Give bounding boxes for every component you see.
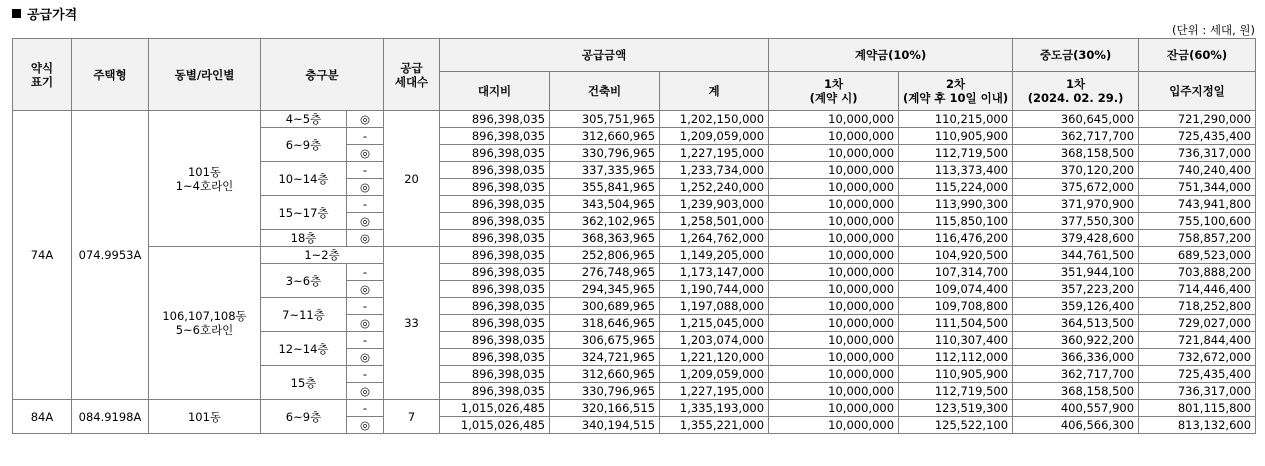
- contract-1-cell: 10,000,000: [769, 230, 899, 247]
- land-cost-cell: 896,398,035: [440, 383, 550, 400]
- contract-2-cell: 113,990,300: [899, 196, 1013, 213]
- header-balance: 잔금(60%): [1139, 39, 1256, 72]
- contract-2-cell: 110,307,400: [899, 332, 1013, 349]
- building-cost-cell: 305,751,965: [550, 111, 660, 128]
- contract-1-cell: 10,000,000: [769, 332, 899, 349]
- total-cell: 1,149,205,000: [660, 247, 769, 264]
- header-supply-units: 공급 세대수: [384, 39, 440, 111]
- floor-cell: 7~11층: [261, 298, 347, 332]
- unit-note: (단위 : 세대, 원): [1171, 23, 1255, 37]
- interim-cell: 371,970,900: [1013, 196, 1139, 213]
- contract-2-cell: 115,850,100: [899, 213, 1013, 230]
- abbr-cell: 84A: [13, 400, 72, 434]
- interim-cell: 344,761,500: [1013, 247, 1139, 264]
- contract-2-cell: 123,519,300: [899, 400, 1013, 417]
- total-cell: 1,203,074,000: [660, 332, 769, 349]
- building-cost-cell: 312,660,965: [550, 366, 660, 383]
- header-housing-type: 주택형: [72, 39, 149, 111]
- total-cell: 1,252,240,000: [660, 179, 769, 196]
- interim-cell: 366,336,000: [1013, 349, 1139, 366]
- land-cost-cell: 896,398,035: [440, 162, 550, 179]
- mark-cell: ◎: [347, 281, 384, 298]
- land-cost-cell: 896,398,035: [440, 213, 550, 230]
- interim-cell: 377,550,300: [1013, 213, 1139, 230]
- total-cell: 1,173,147,000: [660, 264, 769, 281]
- header-building-cost: 건축비: [550, 72, 660, 111]
- land-cost-cell: 896,398,035: [440, 281, 550, 298]
- balance-cell: 714,446,400: [1139, 281, 1256, 298]
- balance-cell: 732,672,000: [1139, 349, 1256, 366]
- interim-cell: 360,645,000: [1013, 111, 1139, 128]
- mark-cell: -: [347, 366, 384, 383]
- abbr-cell: 74A: [13, 111, 72, 400]
- building-cost-cell: 355,841,965: [550, 179, 660, 196]
- total-cell: 1,227,195,000: [660, 145, 769, 162]
- interim-cell: 351,944,100: [1013, 264, 1139, 281]
- floor-cell: 10~14층: [261, 162, 347, 196]
- interim-cell: 362,717,700: [1013, 128, 1139, 145]
- contract-2-cell: 115,224,000: [899, 179, 1013, 196]
- land-cost-cell: 896,398,035: [440, 128, 550, 145]
- contract-2-cell: 109,074,400: [899, 281, 1013, 298]
- floor-cell: 6~9층: [261, 128, 347, 162]
- contract-1-cell: 10,000,000: [769, 281, 899, 298]
- floor-cell: 3~6층: [261, 264, 347, 298]
- header-contract: 계약금(10%): [769, 39, 1013, 72]
- mark-cell: -: [347, 332, 384, 349]
- total-cell: 1,227,195,000: [660, 383, 769, 400]
- contract-2-cell: 112,719,500: [899, 383, 1013, 400]
- total-cell: 1,197,088,000: [660, 298, 769, 315]
- contract-2-cell: 116,476,200: [899, 230, 1013, 247]
- contract-2-cell: 112,112,000: [899, 349, 1013, 366]
- building-line-cell: 106,107,108동 5~6호라인: [149, 247, 261, 400]
- table-body: [13, 111, 1256, 434]
- contract-1-cell: 10,000,000: [769, 196, 899, 213]
- header-contract-1: 1차 (계약 시): [769, 72, 899, 111]
- table-row: [13, 111, 1256, 128]
- total-cell: 1,239,903,000: [660, 196, 769, 213]
- mark-cell: -: [347, 196, 384, 213]
- total-cell: 1,209,059,000: [660, 128, 769, 145]
- land-cost-cell: 896,398,035: [440, 145, 550, 162]
- balance-cell: 729,027,000: [1139, 315, 1256, 332]
- header-supply-amount: 공급금액: [440, 39, 769, 72]
- total-cell: 1,264,762,000: [660, 230, 769, 247]
- contract-1-cell: 10,000,000: [769, 264, 899, 281]
- header-land: 대지비: [440, 72, 550, 111]
- building-cost-cell: 306,675,965: [550, 332, 660, 349]
- interim-cell: 379,428,600: [1013, 230, 1139, 247]
- building-cost-cell: 318,646,965: [550, 315, 660, 332]
- total-cell: 1,221,120,000: [660, 349, 769, 366]
- balance-cell: 813,132,600: [1139, 417, 1256, 434]
- contract-1-cell: 10,000,000: [769, 247, 899, 264]
- building-cost-cell: 312,660,965: [550, 128, 660, 145]
- mark-cell: ◎: [347, 179, 384, 196]
- balance-cell: 725,435,400: [1139, 128, 1256, 145]
- mark-cell: ◎: [347, 230, 384, 247]
- contract-2-cell: 111,504,500: [899, 315, 1013, 332]
- land-cost-cell: 896,398,035: [440, 298, 550, 315]
- total-cell: 1,335,193,000: [660, 400, 769, 417]
- contract-1-cell: 10,000,000: [769, 128, 899, 145]
- header-building-line: 동별/라인별: [149, 39, 261, 111]
- interim-cell: 368,158,500: [1013, 145, 1139, 162]
- contract-2-cell: 104,920,500: [899, 247, 1013, 264]
- building-cost-cell: 252,806,965: [550, 247, 660, 264]
- building-cost-cell: 330,796,965: [550, 145, 660, 162]
- balance-cell: 718,252,800: [1139, 298, 1256, 315]
- supply-units-cell: 20: [384, 111, 440, 247]
- contract-1-cell: 10,000,000: [769, 366, 899, 383]
- mark-cell: ◎: [347, 145, 384, 162]
- total-cell: 1,233,734,000: [660, 162, 769, 179]
- table-row: [13, 247, 1256, 264]
- contract-2-cell: 112,719,500: [899, 145, 1013, 162]
- floor-cell: 4~5층: [261, 111, 347, 128]
- balance-cell: 801,115,800: [1139, 400, 1256, 417]
- mark-cell: ◎: [347, 315, 384, 332]
- contract-1-cell: 10,000,000: [769, 315, 899, 332]
- total-cell: 1,190,744,000: [660, 281, 769, 298]
- balance-cell: 743,941,800: [1139, 196, 1256, 213]
- balance-cell: 703,888,200: [1139, 264, 1256, 281]
- building-cost-cell: 337,335,965: [550, 162, 660, 179]
- building-cost-cell: 320,166,515: [550, 400, 660, 417]
- contract-1-cell: 10,000,000: [769, 349, 899, 366]
- header-abbr: 약식 표기: [13, 39, 72, 111]
- total-cell: 1,215,045,000: [660, 315, 769, 332]
- land-cost-cell: 1,015,026,485: [440, 400, 550, 417]
- building-cost-cell: 276,748,965: [550, 264, 660, 281]
- header-move-in-date: 입주지정일: [1139, 72, 1256, 111]
- total-cell: 1,202,150,000: [660, 111, 769, 128]
- mark-cell: ◎: [347, 213, 384, 230]
- square-bullet-icon: [12, 9, 21, 18]
- mark-cell: ◎: [347, 417, 384, 434]
- interim-cell: 375,672,000: [1013, 179, 1139, 196]
- contract-2-cell: 125,522,100: [899, 417, 1013, 434]
- land-cost-cell: 896,398,035: [440, 196, 550, 213]
- total-cell: 1,355,221,000: [660, 417, 769, 434]
- contract-1-cell: 10,000,000: [769, 179, 899, 196]
- supply-units-cell: 7: [384, 400, 440, 434]
- header-interim-1: 1차 (2024. 02. 29.): [1013, 72, 1139, 111]
- housing-type-cell: 074.9953A: [72, 111, 149, 400]
- land-cost-cell: 896,398,035: [440, 264, 550, 281]
- header-total: 계: [660, 72, 769, 111]
- interim-cell: 362,717,700: [1013, 366, 1139, 383]
- contract-2-cell: 107,314,700: [899, 264, 1013, 281]
- supply-units-cell: 33: [384, 247, 440, 400]
- land-cost-cell: 896,398,035: [440, 179, 550, 196]
- interim-cell: 406,566,300: [1013, 417, 1139, 434]
- section-title-text: 공급가격: [27, 8, 78, 23]
- supply-price-table: [12, 38, 1256, 434]
- mark-cell: -: [347, 400, 384, 417]
- building-cost-cell: 362,102,965: [550, 213, 660, 230]
- mark-cell: -: [347, 162, 384, 179]
- floor-cell: 18층: [261, 230, 347, 247]
- land-cost-cell: 896,398,035: [440, 230, 550, 247]
- building-cost-cell: 294,345,965: [550, 281, 660, 298]
- interim-cell: 368,158,500: [1013, 383, 1139, 400]
- floor-cell: 6~9층: [261, 400, 347, 434]
- building-cost-cell: 300,689,965: [550, 298, 660, 315]
- building-cost-cell: 324,721,965: [550, 349, 660, 366]
- land-cost-cell: 896,398,035: [440, 247, 550, 264]
- balance-cell: 755,100,600: [1139, 213, 1256, 230]
- floor-cell: 15~17층: [261, 196, 347, 230]
- building-cost-cell: 340,194,515: [550, 417, 660, 434]
- mark-cell: ◎: [347, 111, 384, 128]
- contract-1-cell: 10,000,000: [769, 417, 899, 434]
- building-cost-cell: 368,363,965: [550, 230, 660, 247]
- land-cost-cell: 896,398,035: [440, 315, 550, 332]
- contract-1-cell: 10,000,000: [769, 298, 899, 315]
- land-cost-cell: 1,015,026,485: [440, 417, 550, 434]
- contract-1-cell: 10,000,000: [769, 400, 899, 417]
- balance-cell: 721,290,000: [1139, 111, 1256, 128]
- mark-cell: -: [347, 264, 384, 281]
- building-line-cell: 101동 1~4호라인: [149, 111, 261, 247]
- balance-cell: 721,844,400: [1139, 332, 1256, 349]
- balance-cell: 740,240,400: [1139, 162, 1256, 179]
- contract-2-cell: 110,215,000: [899, 111, 1013, 128]
- land-cost-cell: 896,398,035: [440, 111, 550, 128]
- mark-cell: -: [347, 298, 384, 315]
- contract-1-cell: 10,000,000: [769, 213, 899, 230]
- interim-cell: 400,557,900: [1013, 400, 1139, 417]
- contract-2-cell: 113,373,400: [899, 162, 1013, 179]
- building-cost-cell: 330,796,965: [550, 383, 660, 400]
- building-cost-cell: 343,504,965: [550, 196, 660, 213]
- table-row: [13, 400, 1256, 417]
- contract-2-cell: 110,905,900: [899, 366, 1013, 383]
- balance-cell: 751,344,000: [1139, 179, 1256, 196]
- balance-cell: 758,857,200: [1139, 230, 1256, 247]
- floor-cell: 1~2층: [261, 247, 384, 264]
- interim-cell: 357,223,200: [1013, 281, 1139, 298]
- header-interim: 중도금(30%): [1013, 39, 1139, 72]
- housing-type-cell: 084.9198A: [72, 400, 149, 434]
- balance-cell: 725,435,400: [1139, 366, 1256, 383]
- header-contract-2: 2차 (계약 후 10일 이내): [899, 72, 1013, 111]
- section-title: [12, 4, 77, 23]
- contract-1-cell: 10,000,000: [769, 111, 899, 128]
- contract-1-cell: 10,000,000: [769, 383, 899, 400]
- total-cell: 1,258,501,000: [660, 213, 769, 230]
- interim-cell: 364,513,500: [1013, 315, 1139, 332]
- interim-cell: 360,922,200: [1013, 332, 1139, 349]
- header-floor-group: 층구분: [261, 39, 384, 111]
- interim-cell: 370,120,200: [1013, 162, 1139, 179]
- contract-1-cell: 10,000,000: [769, 145, 899, 162]
- floor-cell: 12~14층: [261, 332, 347, 366]
- building-line-cell: 101동: [149, 400, 261, 434]
- mark-cell: ◎: [347, 349, 384, 366]
- contract-1-cell: 10,000,000: [769, 162, 899, 179]
- land-cost-cell: 896,398,035: [440, 349, 550, 366]
- balance-cell: 736,317,000: [1139, 383, 1256, 400]
- land-cost-cell: 896,398,035: [440, 366, 550, 383]
- total-cell: 1,209,059,000: [660, 366, 769, 383]
- land-cost-cell: 896,398,035: [440, 332, 550, 349]
- mark-cell: -: [347, 128, 384, 145]
- balance-cell: 689,523,000: [1139, 247, 1256, 264]
- contract-2-cell: 109,708,800: [899, 298, 1013, 315]
- interim-cell: 359,126,400: [1013, 298, 1139, 315]
- mark-cell: ◎: [347, 383, 384, 400]
- contract-2-cell: 110,905,900: [899, 128, 1013, 145]
- balance-cell: 736,317,000: [1139, 145, 1256, 162]
- floor-cell: 15층: [261, 366, 347, 400]
